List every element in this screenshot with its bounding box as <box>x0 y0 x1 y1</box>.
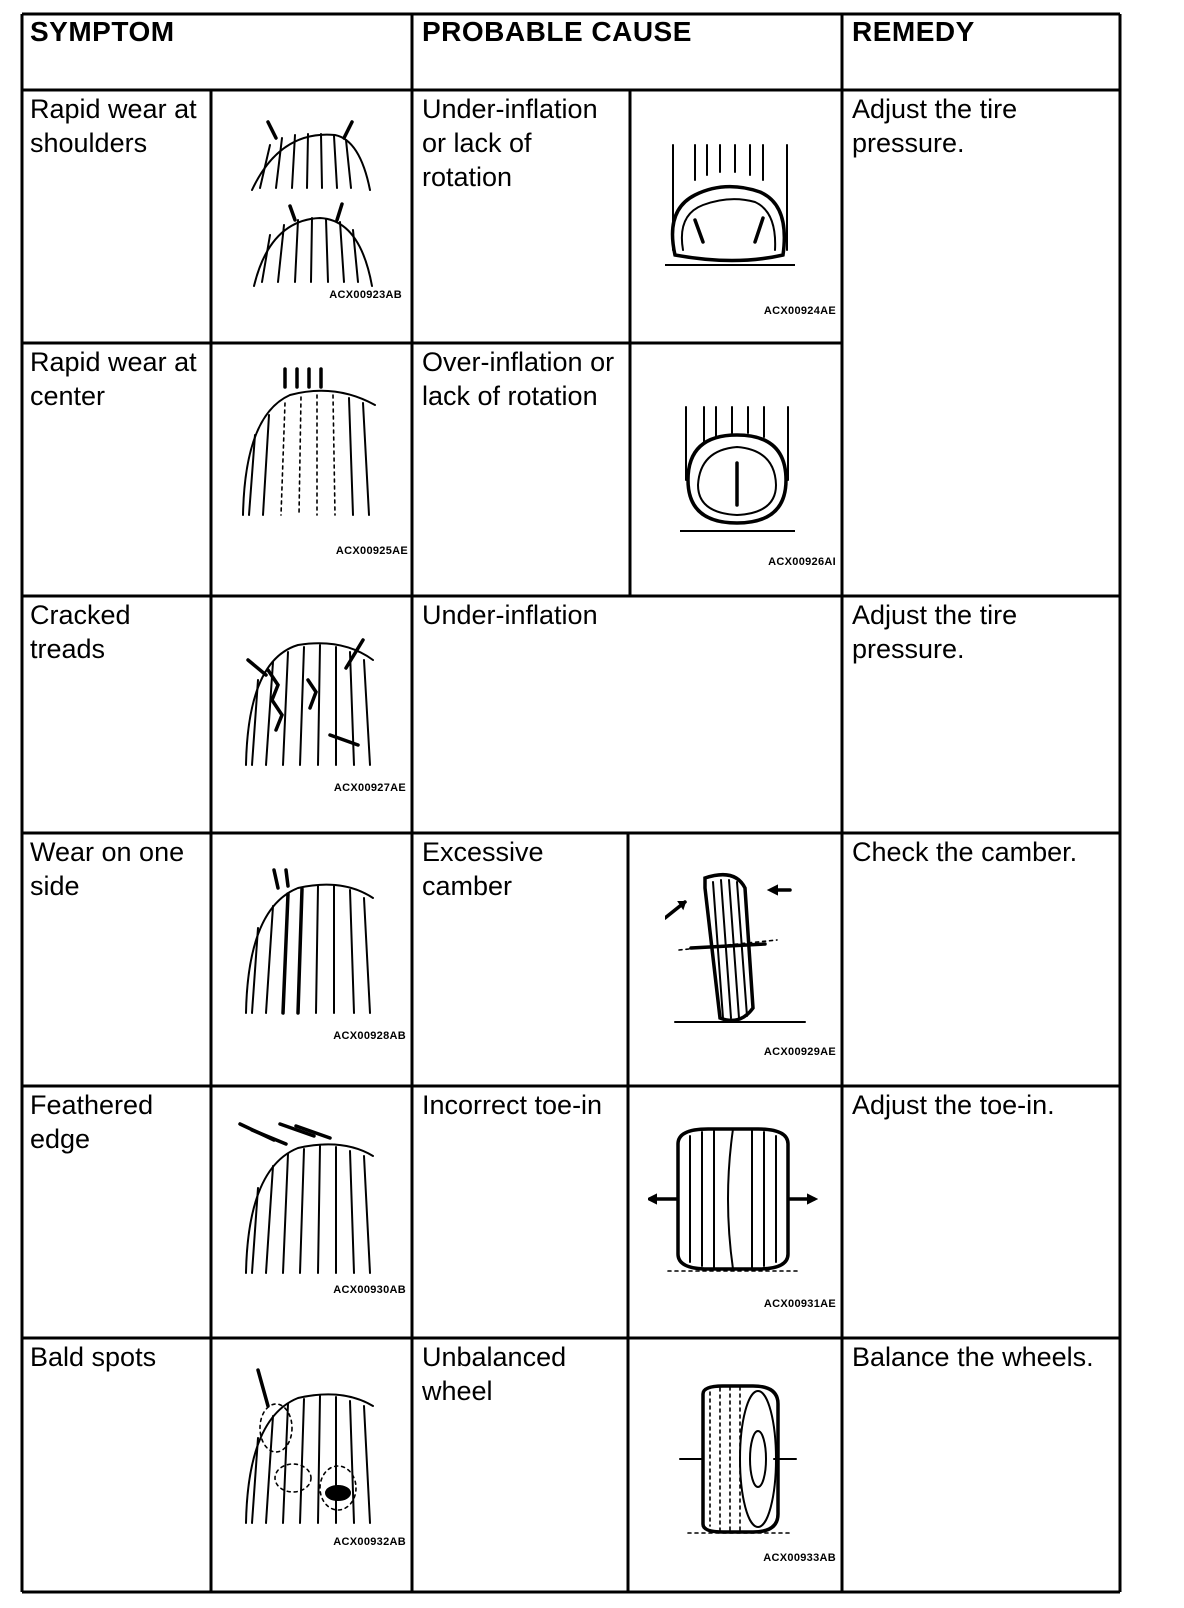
tire-tread-feathered-edge-icon <box>238 1118 388 1278</box>
figure-code: ACX00926AI <box>768 556 836 568</box>
symptom-text: Rapid wear at center <box>30 347 197 411</box>
figure-code: ACX00928AB <box>333 1030 406 1042</box>
tire-camber-tilt-icon <box>665 868 815 1028</box>
remedy-text: Adjust the toe-in. <box>852 1090 1055 1120</box>
figure-code: ACX00923AB <box>329 289 402 301</box>
remedy-text: Balance the wheels. <box>852 1342 1094 1372</box>
tire-cross-section-underinflated-icon <box>665 140 795 280</box>
header-symptom: SYMPTOM <box>30 16 175 47</box>
cause-text: Under-inflation <box>422 600 598 630</box>
symptom-text: Bald spots <box>30 1342 157 1372</box>
cause-text: Incorrect toe-in <box>422 1090 603 1120</box>
cause-text: Excessive camber <box>422 837 544 901</box>
tire-cross-section-overinflated-icon <box>680 405 795 535</box>
figure-code: ACX00929AE <box>763 1046 836 1058</box>
tire-tread-shoulder-wear-icon <box>240 110 390 290</box>
remedy-text: Check the camber. <box>852 837 1078 867</box>
header-probable-cause: PROBABLE CAUSE <box>422 16 692 47</box>
cause-text: Under-inflation or lack of rotation <box>422 94 598 192</box>
figure-code: ACX00933AB <box>763 1552 836 1564</box>
header-remedy: REMEDY <box>852 16 975 47</box>
tire-toe-in-icon <box>648 1124 818 1274</box>
symptom-text: Feathered edge <box>30 1090 154 1154</box>
symptom-text: Cracked treads <box>30 600 131 664</box>
figure-code: ACX00924AE <box>763 305 836 317</box>
remedy-text: Adjust the tire pressure. <box>852 94 1018 158</box>
figure-code: ACX00931AE <box>763 1298 836 1310</box>
tire-tread-center-wear-icon <box>235 365 395 525</box>
figure-code: ACX00932AB <box>333 1536 406 1548</box>
figure-code: ACX00927AE <box>333 782 406 794</box>
tire-unbalanced-wheel-icon <box>678 1384 798 1534</box>
tire-tread-cracked-icon <box>238 630 388 770</box>
cause-text: Over-inflation or lack of rotation <box>422 347 615 411</box>
tire-tread-one-side-wear-icon <box>238 868 388 1018</box>
symptom-text: Rapid wear at shoulders <box>30 94 197 158</box>
figure-code: ACX00925AE <box>335 545 408 557</box>
remedy-text: Adjust the tire pressure. <box>852 600 1018 664</box>
tire-tread-bald-spots-icon <box>238 1368 388 1528</box>
symptom-text: Wear on one side <box>30 837 185 901</box>
cause-text: Unbalanced wheel <box>422 1342 567 1406</box>
figure-code: ACX00930AB <box>333 1284 406 1296</box>
